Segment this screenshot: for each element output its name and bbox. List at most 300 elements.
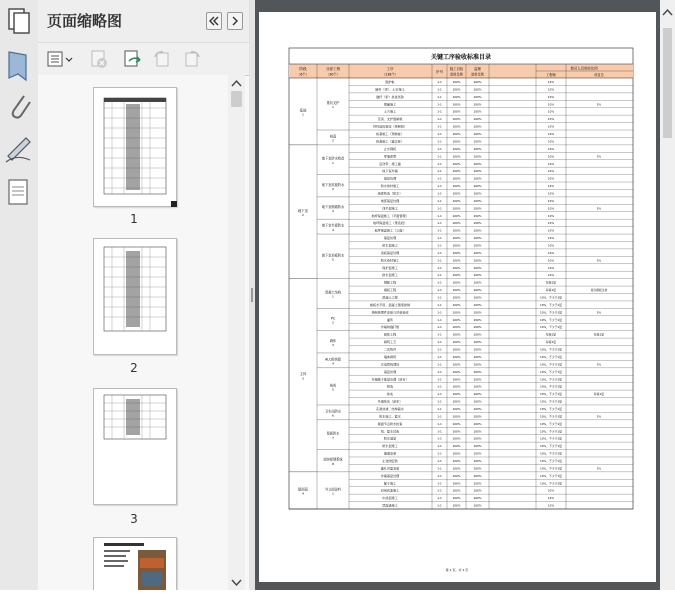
subpart-num: 1 (332, 160, 334, 165)
process-self-check: 100% (452, 288, 461, 293)
process-self-check: 100% (452, 399, 461, 404)
process-self-check: 100% (452, 198, 461, 203)
process-self-check: 100% (452, 184, 461, 189)
process-supervisor: 100% (473, 362, 482, 367)
stage-num: 4 (302, 491, 304, 496)
process-name: 锚杆（索）、土钉施工 (375, 87, 405, 92)
process-self-check: 100% (452, 221, 461, 226)
process-supervisor: 100% (473, 273, 482, 278)
process-engineer: 10% (547, 184, 555, 189)
thumbnail-label-1: 1 (130, 212, 138, 226)
stage-name: 屋面层 (297, 487, 309, 492)
process-supervisor: 100% (473, 302, 482, 307)
process-name: 模板工程 (383, 288, 397, 293)
scroll-up-icon[interactable] (228, 75, 245, 89)
process-self-check: 100% (452, 421, 461, 426)
process-seq: 1-1 (437, 421, 442, 426)
panel-title: 页面缩略图 (47, 12, 123, 30)
subpart-num: 2 (332, 186, 334, 191)
process-engineer: 10% (547, 117, 555, 122)
process-supervisor: 100% (473, 369, 482, 374)
process-self-check: 100% (452, 325, 461, 330)
process-supervisor: 100% (473, 458, 482, 463)
process-supervisor: 100% (473, 466, 482, 471)
scrollbar-thumb[interactable] (231, 91, 242, 107)
process-supervisor: 100% (473, 496, 482, 501)
process-name: 地下室外墙 (382, 169, 398, 174)
close-panel-button[interactable] (227, 12, 243, 30)
process-engineer: 10% (547, 161, 555, 166)
stage-num: 1 (302, 112, 304, 117)
process-engineer: 10%，不少于1层 (540, 481, 562, 486)
signature-icon[interactable] (0, 128, 38, 168)
process-name: 排水层施工 (382, 273, 398, 278)
process-name: 墙体砌筑 (383, 354, 397, 359)
process-name: 灌浆 (386, 317, 394, 322)
process-engineer: 10%，不少于1层 (540, 421, 562, 426)
process-engineer: 10%，不少于1层 (540, 399, 562, 404)
stage-name: 地下室 (297, 208, 309, 213)
process-engineer: 10% (547, 236, 555, 241)
process-supervisor: 100% (473, 451, 482, 456)
subpart-name: 厨房排烟系统 (323, 457, 343, 462)
process-supervisor: 100% (473, 139, 482, 144)
process-seq: 1-1 (437, 250, 442, 255)
process-name: 止水钢板 (383, 146, 397, 151)
process-supervisor: 100% (473, 132, 482, 137)
process-name: 外墙基层处理 (380, 473, 400, 478)
process-self-check: 100% (452, 176, 461, 181)
page-marker-icon (171, 201, 177, 207)
subpart-num: 5 (332, 257, 334, 262)
process-name: 外墙腻子基层处理（涂布） (371, 377, 409, 382)
process-self-check: 100% (452, 377, 461, 382)
process-name: 桩基施工（预制桩） (376, 132, 404, 137)
bookmark-icon[interactable] (0, 46, 38, 86)
process-name: 后浇带、施工缝 (379, 161, 401, 166)
process-name: 找、蓄水试验 (380, 429, 400, 434)
process-engineer: 10% (547, 139, 555, 144)
subpart-num: 6 (332, 413, 334, 418)
process-engineer: 10% (547, 206, 555, 211)
process-name: 抹灰 (386, 392, 394, 397)
process-supervisor: 100% (473, 332, 482, 337)
process-seq: 1-1 (437, 377, 442, 382)
process-supervisor: 100% (473, 384, 482, 389)
process-supervisor: 100% (473, 265, 482, 270)
process-self-check: 100% (452, 406, 461, 411)
thumbnail-scrollbar[interactable] (228, 75, 245, 590)
process-engineer: 10% (547, 228, 555, 233)
process-self-check: 100% (452, 302, 461, 307)
process-seq: 1-1 (437, 488, 442, 493)
thumbnail-list (38, 75, 230, 590)
subpart-name: 地下室侧墙防水 (321, 205, 345, 210)
process-seq: 1-1 (437, 458, 442, 463)
process-self-check: 100% (452, 295, 461, 300)
process-seq: 1-1 (437, 473, 442, 478)
process-self-check: 100% (452, 206, 461, 211)
subpart-num: 7 (332, 435, 334, 440)
process-name: 止逆阀安装 (382, 458, 398, 463)
process-engineer: 10% (547, 488, 555, 493)
process-supervisor: 100% (473, 295, 482, 300)
process-self-check: 100% (452, 458, 461, 463)
rotate-left-icon[interactable] (150, 48, 174, 70)
process-manager: 首次模板全检 (590, 288, 608, 293)
process-seq: 1-1 (437, 198, 442, 203)
process-seq: 1-1 (437, 87, 442, 92)
collapse-panel-button[interactable] (206, 12, 222, 30)
header-process: 工序 (386, 67, 394, 71)
process-self-check: 100% (452, 488, 461, 493)
process-self-check: 100% (452, 354, 461, 359)
process-seq: 1-1 (437, 146, 442, 151)
subpart-name: 桩基 (329, 134, 337, 139)
process-seq: 1-1 (437, 280, 442, 285)
stage-num: 2 (302, 212, 304, 217)
process-manager: 5% (596, 414, 602, 419)
table-title: 关键工序验收标准目录 (430, 54, 492, 61)
process-seq: 1-1 (437, 161, 442, 166)
process-seq: 1-1 (437, 332, 442, 337)
process-self-check: 100% (452, 444, 461, 449)
process-self-check: 100% (452, 369, 461, 374)
process-supervisor: 100% (473, 87, 482, 92)
process-name: 喷锚施工 (383, 102, 397, 107)
header-owner-engineer: 工程师 (546, 73, 556, 77)
process-name: 钢筋工程 (383, 280, 397, 285)
thumbnail-page-1[interactable] (93, 87, 177, 207)
process-supervisor: 100% (473, 184, 482, 189)
document-viewport (255, 0, 660, 590)
process-manager: 5% (596, 102, 602, 107)
scroll-up-icon[interactable] (660, 0, 675, 28)
process-supervisor: 100% (473, 94, 482, 99)
process-name: 细部基层处理 (380, 198, 400, 203)
process-supervisor: 100% (473, 117, 482, 122)
process-manager: 5% (596, 362, 602, 367)
process-seq: 1-1 (437, 310, 442, 315)
stage-name: 基础 (299, 108, 307, 113)
process-supervisor: 100% (473, 325, 482, 330)
process-self-check: 100% (452, 503, 461, 508)
process-name: 预制预埋件安装与吊装验收 (371, 310, 409, 315)
process-supervisor: 100% (473, 503, 482, 508)
process-engineer: 10% (547, 191, 555, 196)
subpart-num: 8 (332, 461, 334, 466)
scroll-down-icon[interactable] (228, 575, 245, 589)
pages-icon[interactable] (0, 2, 38, 42)
process-engineer: 10% (547, 258, 555, 263)
process-name: 锚杆（索）抗拔试验 (376, 94, 404, 99)
rotate-right-icon[interactable] (180, 48, 204, 70)
process-supervisor: 100% (473, 377, 482, 382)
process-supervisor: 100% (473, 347, 482, 352)
subpart-num: 3 (332, 343, 334, 348)
process-supervisor: 100% (473, 258, 482, 263)
process-supervisor: 100% (473, 169, 482, 174)
process-seq: 1-1 (437, 228, 442, 233)
process-engineer: 10% (547, 102, 555, 107)
process-self-check: 100% (452, 139, 461, 144)
process-self-check: 100% (452, 414, 461, 419)
process-seq: 1-1 (437, 139, 442, 144)
stage-num: 3 (302, 376, 304, 381)
process-manager: 5% (596, 258, 602, 263)
panel-header (38, 0, 249, 42)
process-seq: 1-1 (437, 302, 442, 307)
header-stage-sub: （6个） (297, 72, 309, 77)
process-self-check: 100% (452, 310, 461, 315)
process-supervisor: 100% (473, 310, 482, 315)
thumbnail-page-4[interactable] (93, 537, 177, 590)
process-engineer: 10%，不少于1层 (540, 473, 562, 478)
process-seq: 1-1 (437, 399, 442, 404)
process-engineer: 10% (547, 124, 555, 129)
document-icon[interactable] (0, 172, 38, 212)
process-seq: 1-1 (437, 273, 442, 278)
process-name: 防水卷材施工 (380, 258, 400, 263)
subpart-name: ALC砌块墙 (325, 357, 341, 362)
process-seq: 1-1 (437, 213, 442, 218)
process-engineer: 10% (547, 146, 555, 151)
process-seq: 1-1 (437, 191, 442, 196)
process-name: 防水层施工 (382, 444, 398, 449)
process-seq: 1-1 (437, 288, 442, 293)
process-name: 基层处理 (383, 236, 397, 241)
scrollbar-thumb[interactable] (663, 28, 672, 138)
process-self-check: 100% (452, 161, 461, 166)
subpart-num: 2 (332, 320, 334, 325)
delete-page-icon[interactable] (87, 48, 111, 70)
process-seq: 1-1 (437, 406, 442, 411)
process-name: 基层处理 (383, 369, 397, 374)
subpart-name: 卫生间防水 (325, 409, 341, 414)
process-self-check: 100% (452, 250, 461, 255)
header-supervisor: 监理 (474, 67, 481, 71)
subpart-name: 地下室底板防水 (321, 182, 345, 187)
process-name: 防水层施工 (382, 243, 398, 248)
process-supervisor: 100% (473, 340, 482, 345)
process-seq: 1-1 (437, 429, 442, 434)
process-seq: 1-1 (437, 369, 442, 374)
process-seq: 1-1 (437, 109, 442, 114)
process-name: 封闭底漆施工 (380, 488, 400, 493)
process-self-check: 100% (452, 392, 461, 397)
process-self-check: 100% (452, 481, 461, 486)
process-seq: 1-1 (437, 325, 442, 330)
process-seq: 1-1 (437, 451, 442, 456)
process-manager: 5% (596, 310, 602, 315)
process-name: 顶板基层处理 (380, 250, 400, 255)
process-self-check: 100% (452, 146, 461, 151)
process-seq: 1-1 (437, 243, 442, 248)
process-seq: 1-1 (437, 184, 442, 189)
process-seq: 1-1 (437, 466, 442, 471)
process-supervisor: 100% (473, 354, 482, 359)
process-supervisor: 100% (473, 161, 482, 166)
process-seq: 1-1 (437, 176, 442, 181)
process-engineer: 每栋1层 (545, 288, 557, 293)
process-name: 桩基施工（灌注桩） (376, 139, 404, 144)
process-seq: 1-1 (437, 362, 442, 367)
process-seq: 1-1 (437, 221, 442, 226)
process-seq: 1-1 (437, 102, 442, 107)
process-seq: 1-1 (437, 481, 442, 486)
process-name: 防水施工、蓄水 (379, 414, 401, 419)
process-self-check: 100% (452, 80, 461, 85)
document-table (259, 12, 656, 582)
process-manager: 每栋1层 (593, 332, 605, 337)
process-name: 二次构件 (383, 347, 397, 352)
insert-page-icon[interactable] (120, 48, 144, 70)
process-self-check: 100% (452, 436, 461, 441)
process-supervisor: 100% (473, 243, 482, 248)
process-supervisor: 100% (473, 124, 482, 129)
process-seq: 1-1 (437, 132, 442, 137)
process-supervisor: 100% (473, 429, 482, 434)
process-self-check: 100% (452, 280, 461, 285)
process-engineer: 每栋1层 (545, 332, 557, 337)
process-supervisor: 100% (473, 406, 482, 411)
process-engineer: 10%，不少于1层 (540, 458, 562, 463)
process-supervisor: 100% (473, 414, 482, 419)
process-name: 罩面漆施工 (382, 503, 398, 508)
process-self-check: 100% (452, 191, 461, 196)
process-self-check: 100% (452, 317, 461, 322)
process-name: 材料送检验收（预制桩） (372, 124, 408, 129)
process-seq: 1-1 (437, 503, 442, 508)
process-self-check: 100% (452, 473, 461, 478)
process-self-check: 100% (452, 117, 461, 122)
subpart-name: 砌体 (329, 338, 337, 343)
process-engineer: 10% (547, 250, 555, 255)
process-name: 基层处理 (383, 176, 397, 181)
process-self-check: 100% (452, 236, 461, 241)
process-supervisor: 100% (473, 250, 482, 255)
process-supervisor: 100% (473, 191, 482, 196)
header-owner: 我司人员验收比例 (570, 66, 598, 71)
process-self-check: 100% (452, 109, 461, 114)
process-supervisor: 100% (473, 280, 482, 285)
process-engineer: 10% (547, 176, 555, 181)
thumbnail-toolbar (38, 42, 249, 76)
document-scrollbar[interactable] (660, 0, 675, 590)
process-supervisor: 100% (473, 102, 482, 107)
process-self-check: 100% (452, 132, 461, 137)
process-seq: 1-1 (437, 414, 442, 419)
process-engineer: 10% (547, 109, 555, 114)
process-seq: 1-1 (437, 94, 442, 99)
process-supervisor: 100% (473, 436, 482, 441)
paperclip-icon[interactable] (0, 86, 38, 126)
process-engineer: 10%，不少于1层 (540, 406, 562, 411)
process-name: 外墙抹灰（涂布） (377, 399, 403, 404)
options-menu-button[interactable] (46, 48, 76, 70)
subpart-num: 1 (332, 294, 334, 299)
header-subpart-sub: （30个） (326, 72, 340, 77)
process-supervisor: 100% (473, 444, 482, 449)
header-self-check: 施工自检 (449, 67, 464, 71)
process-supervisor: 100% (473, 421, 482, 426)
process-name: 压顶、支护面重施 (377, 117, 403, 122)
process-engineer: 10% (547, 243, 555, 248)
subpart-name: 地下室防水构造 (321, 156, 345, 161)
subpart-name: 地下室顶板防水 (321, 253, 345, 258)
process-engineer: 10% (547, 273, 555, 278)
process-engineer: 10% (547, 198, 555, 203)
process-seq: 1-1 (437, 206, 442, 211)
process-name: 中涂层施工 (382, 496, 398, 501)
process-manager: 每栋1层 (593, 392, 605, 397)
process-seq: 1-1 (437, 117, 442, 122)
subpart-name: 屋面防水 (326, 431, 340, 436)
thumbnail-page-2[interactable] (93, 238, 177, 355)
thumbnail-label-2: 2 (130, 361, 138, 375)
header-self-check-sub: 验收比例 (450, 72, 463, 77)
process-supervisor: 100% (473, 109, 482, 114)
header-process-sub: （138个） (382, 72, 398, 77)
thumbnail-page-3[interactable] (93, 388, 177, 505)
document-page (259, 12, 656, 582)
process-self-check: 100% (452, 265, 461, 270)
process-supervisor: 100% (473, 228, 482, 233)
process-supervisor: 100% (473, 236, 482, 241)
process-engineer: 10%，不少于1层 (540, 325, 562, 330)
process-seq: 1-1 (437, 340, 442, 345)
subpart-name: 外立面涂料 (325, 487, 341, 492)
process-engineer: 10% (547, 80, 555, 85)
header-subpart: 分部工程 (325, 67, 341, 71)
process-supervisor: 100% (473, 317, 482, 322)
process-name: 混凝土工程 (382, 295, 398, 300)
process-self-check: 100% (452, 213, 461, 218)
subpart-name: 抹灰 (329, 383, 337, 388)
process-engineer: 10%，不少于1层 (540, 392, 562, 397)
subpart-name: 混凝土结构 (325, 290, 341, 295)
process-engineer: 10%，不少于1层 (540, 466, 562, 471)
process-name: 楼板水平度、混凝土强度控制 (369, 302, 411, 307)
process-self-check: 100% (452, 273, 461, 278)
process-self-check: 100% (452, 154, 461, 159)
header-stage: 阶段 (299, 67, 307, 71)
process-seq: 1-1 (437, 444, 442, 449)
process-name: 地坪保温施工（垂直段） (372, 221, 408, 226)
process-name: 灌孔吊篮安装 (380, 466, 400, 471)
process-name: 腻子施工 (383, 481, 397, 486)
subpart-name: 地下室外墙防水 (321, 223, 345, 228)
process-supervisor: 100% (473, 399, 482, 404)
process-engineer: 10%，不少于1层 (540, 436, 562, 441)
thumbnail-label-3: 3 (130, 512, 138, 526)
process-engineer: 10%，不少于1层 (540, 354, 562, 359)
process-seq: 1-1 (437, 169, 442, 174)
process-supervisor: 100% (473, 176, 482, 181)
process-supervisor: 100% (473, 473, 482, 478)
process-supervisor: 100% (473, 488, 482, 493)
process-engineer: 每栋1层 (545, 280, 557, 285)
process-supervisor: 100% (473, 80, 482, 85)
process-name: 找平层施工 (382, 206, 398, 211)
process-engineer: 10%，不少于1层 (540, 444, 562, 449)
process-supervisor: 100% (473, 146, 482, 151)
process-engineer: 10% (547, 221, 555, 226)
process-name: 土方施工 (383, 109, 397, 114)
process-manager: 5% (596, 466, 602, 471)
process-self-check: 100% (452, 340, 461, 345)
subpart-name: PC (330, 316, 336, 321)
